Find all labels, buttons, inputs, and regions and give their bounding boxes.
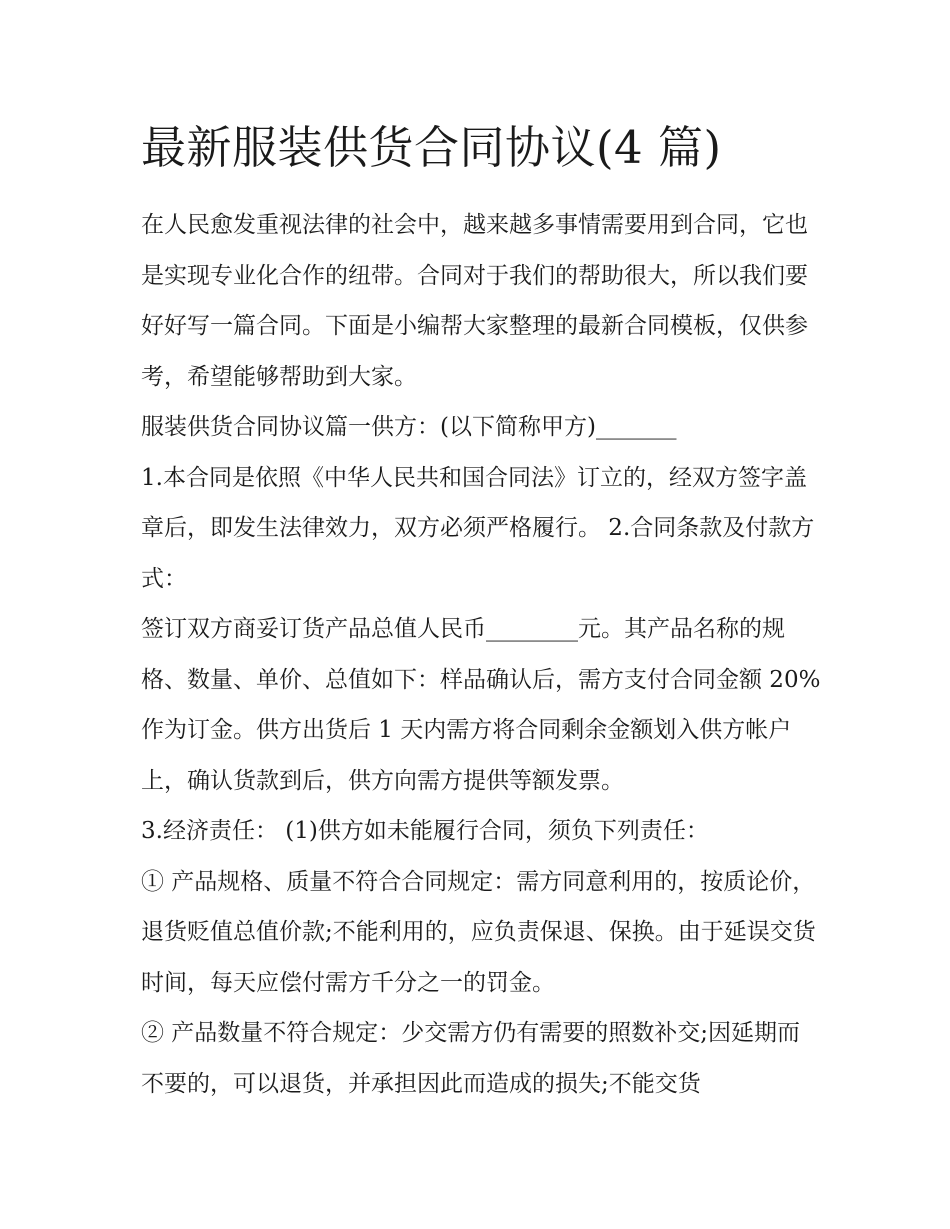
liability-item-2-paragraph: ② 产品数量不符合规定：少交需方仍有需要的照数补交;因延期而不要的，可以退货，并承担因此而造成的损失;不能交货: [141, 1020, 801, 1097]
document-title: 最新服装供货合同协议(4 篇): [141, 121, 722, 174]
clause-1-paragraph: 1.本合同是依照《中华人民共和国合同法》订立的，经双方签字盖章后，即发生法律效力，双方必须严格履行。 2.合同条款及付款方式：: [141, 464, 815, 592]
document-body: [141, 118, 821, 1109]
liability-item-1-paragraph: ① 产品规格、质量不符合合同规定：需方同意利用的，按质论价，退货贬值总值价款;不能利用的，应负责保退、保换。由于延误交货时间，每天应偿付需方千分之一的罚金。: [141, 868, 816, 996]
clause-3-paragraph: 3.经济责任： (1)供方如未能履行合同，须负下列责任：: [141, 818, 709, 844]
payment-terms-paragraph: 签订双方商妥订货产品总值人民币________元。其产品名称的规格、数量、单价、总值如下：样品确认后，需方支付合同金额 20%作为订金。供方出货后 1 天内需方将合同剩余金额划入供方帐户上，确认货款到后，供方向需方提供等额发票。: [141, 616, 821, 794]
intro-paragraph: 在人民愈发重视法律的社会中，越来越多事情需要用到合同，它也是实现专业化合作的纽带。合同对于我们的帮助很大，所以我们要好好写一篇合同。下面是小编帮大家整理的最新合同模板，仅供参考，希望能够帮助到大家。: [141, 212, 808, 390]
contract-heading-paragraph: 服装供货合同协议篇一供方：(以下简称甲方)_______: [141, 414, 677, 440]
